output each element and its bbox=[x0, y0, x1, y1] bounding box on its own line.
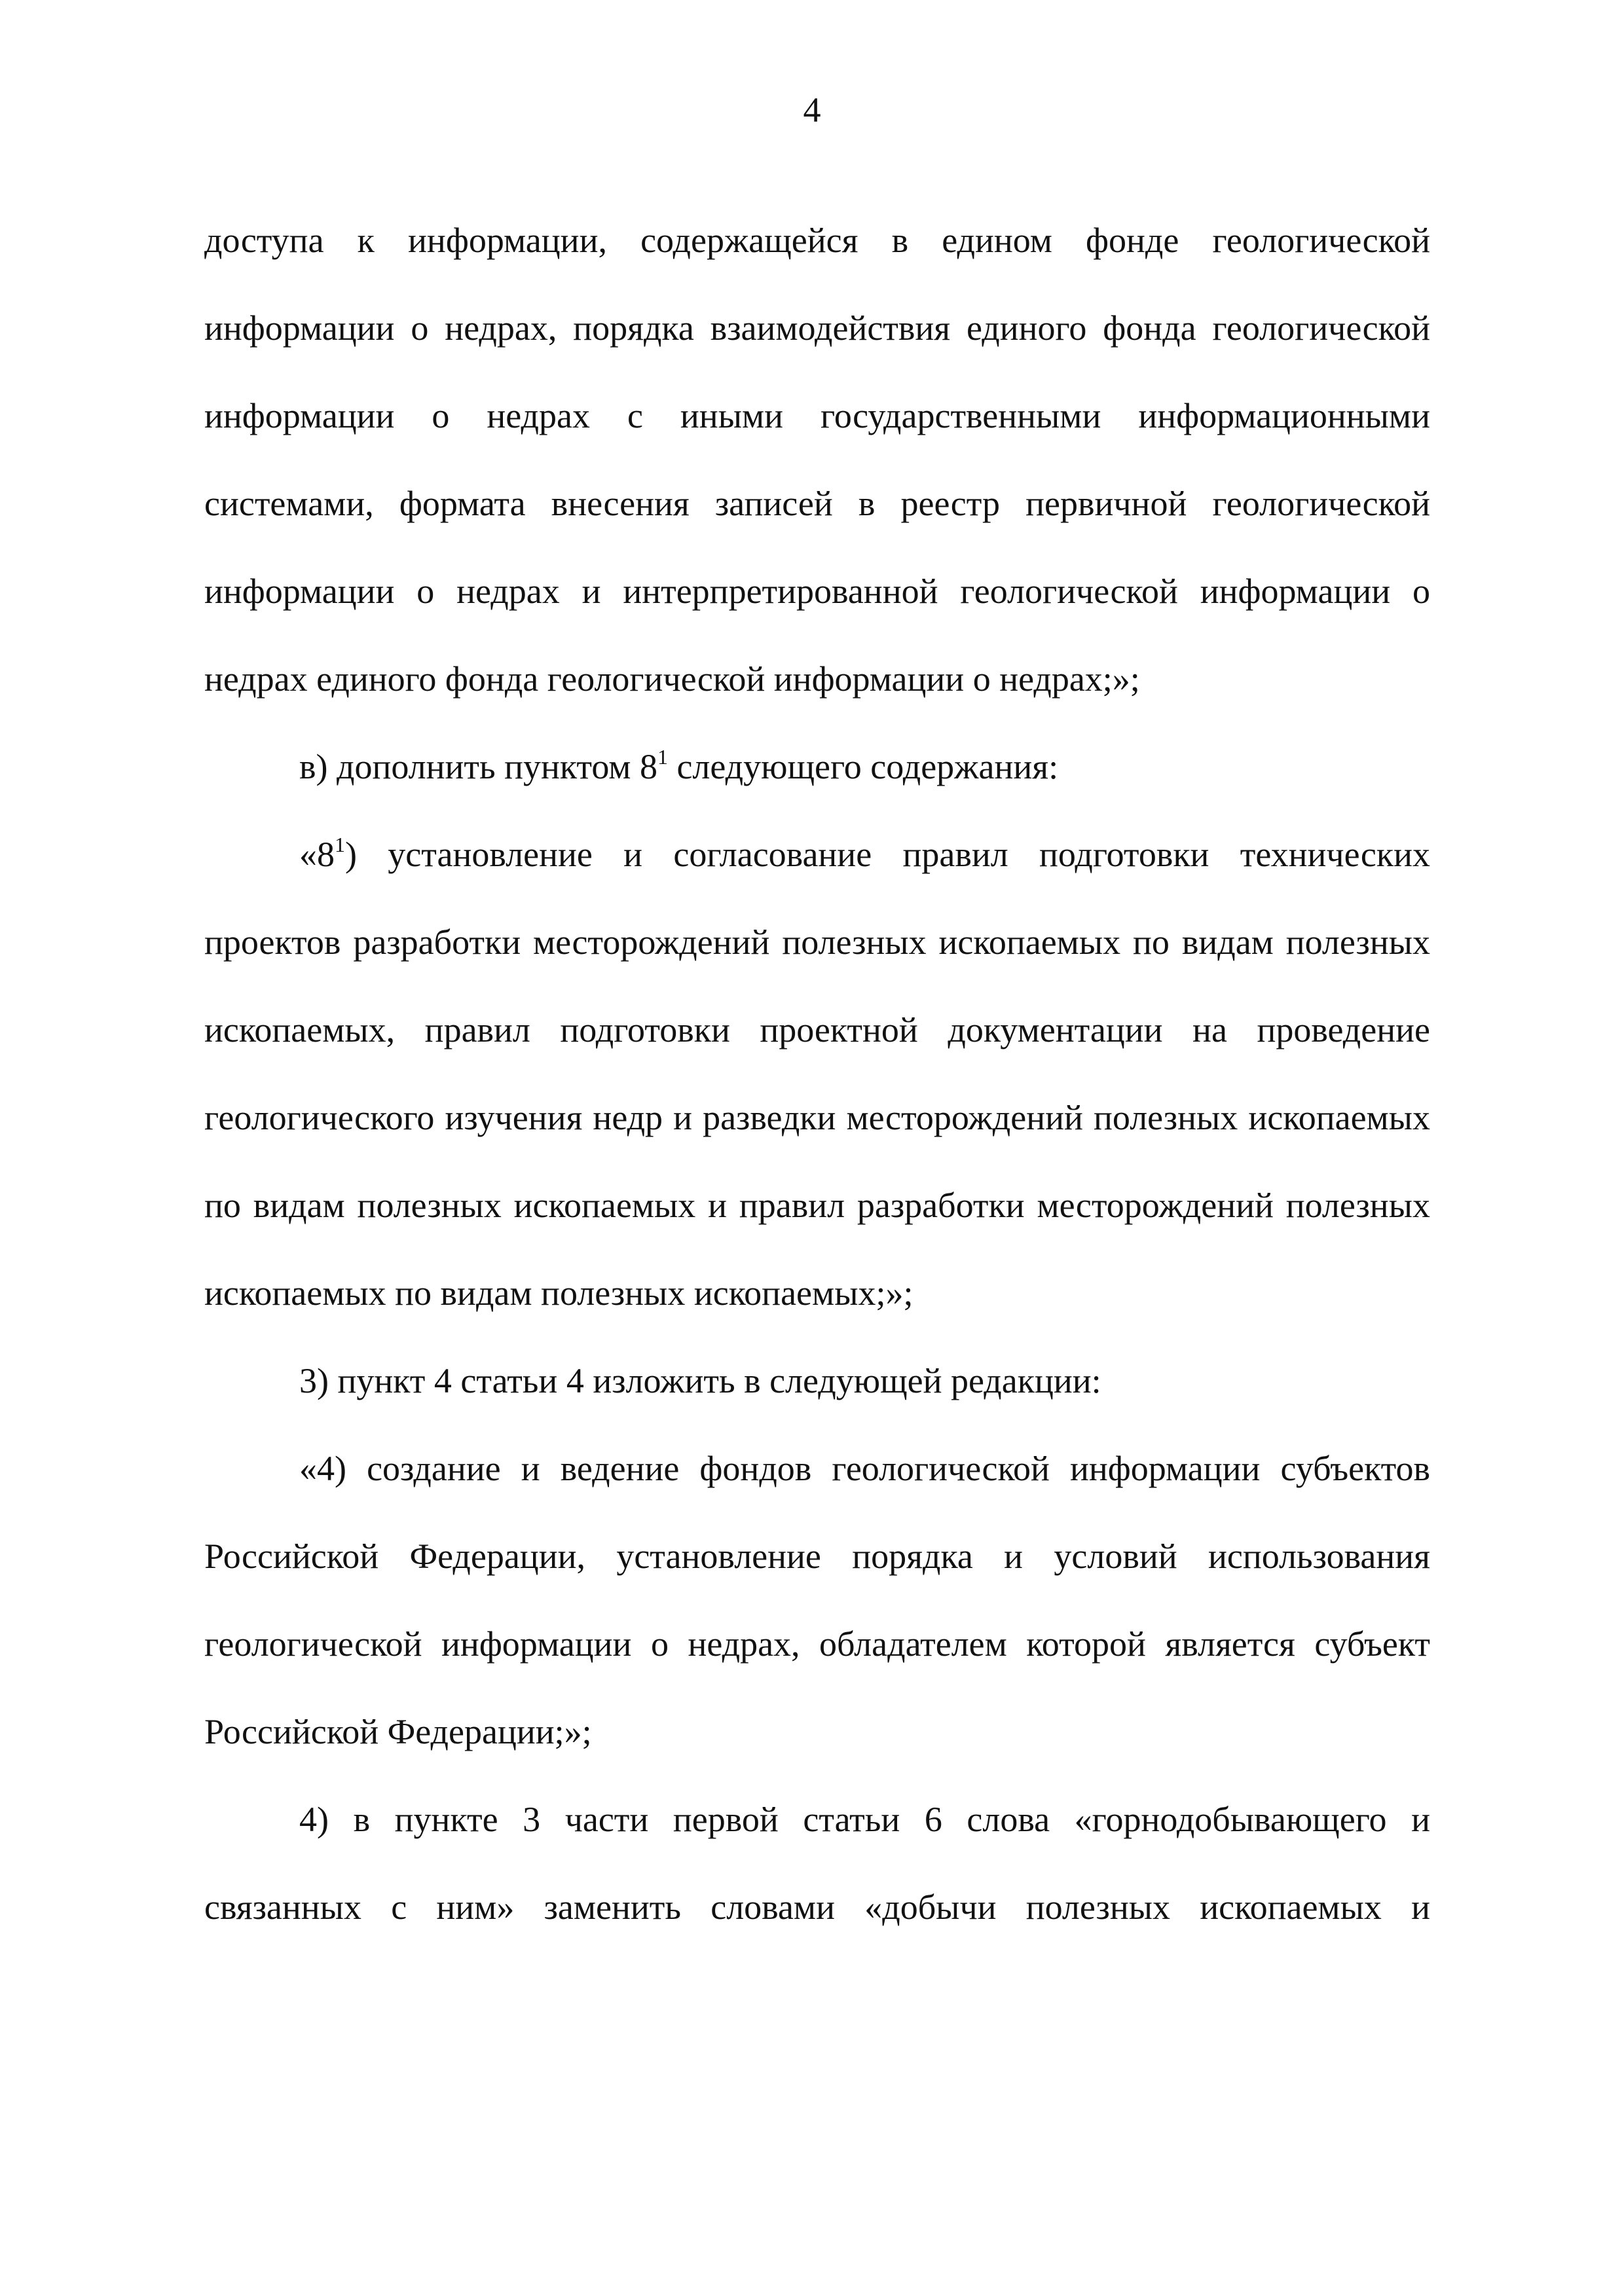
paragraph-continuation: доступа к информации, содержащейся в едином фонде геологической информации о недрах, порядка взаимодействия единого фонда геологической информации о недрах с иными государственными информационными системами, формата внесения записей в реестр первичной геологической информации о недрах и интерпретированной геологической информации о недрах единого фонда геологической информации о недрах;»; bbox=[204, 221, 1430, 699]
paragraph-text: в) дополнить пунктом 8 bbox=[299, 747, 657, 786]
document-body bbox=[204, 196, 1430, 1951]
paragraph-item-4-quote: «4) создание и ведение фондов геологической информации субъектов Российской Федерации, установление порядка и условий использования геологической информации о недрах, обладателем которой является субъект Российской Федерации;»; bbox=[204, 1449, 1430, 1751]
paragraph-item-8-1 bbox=[204, 811, 1430, 1337]
paragraph-text: следующего содержания: bbox=[667, 747, 1059, 786]
page-number: 4 bbox=[803, 90, 821, 130]
paragraph-item-4: 4) в пункте 3 части первой статьи 6 слова «горнодобывающего и связанных с ним» заменить словами «добычи полезных ископаемых и bbox=[204, 1800, 1430, 1927]
paragraph-text: «8 bbox=[299, 835, 335, 874]
superscript: 1 bbox=[657, 745, 668, 769]
paragraph-text: ) установление и согласование правил подготовки технических проектов разработки месторождений полезных ископаемых по видам полезных ископаемых, правил подготовки проектной документации на проведение геологического изучения недр и разведки месторождений полезных ископаемых по видам полезных ископаемых и правил разработки месторождений полезных ископаемых по видам полезных ископаемых;»; bbox=[204, 835, 1430, 1313]
paragraph-item-v bbox=[204, 723, 1430, 811]
paragraph-item-3: 3) пункт 4 статьи 4 изложить в следующей редакции: bbox=[299, 1361, 1101, 1400]
superscript: 1 bbox=[335, 833, 345, 856]
